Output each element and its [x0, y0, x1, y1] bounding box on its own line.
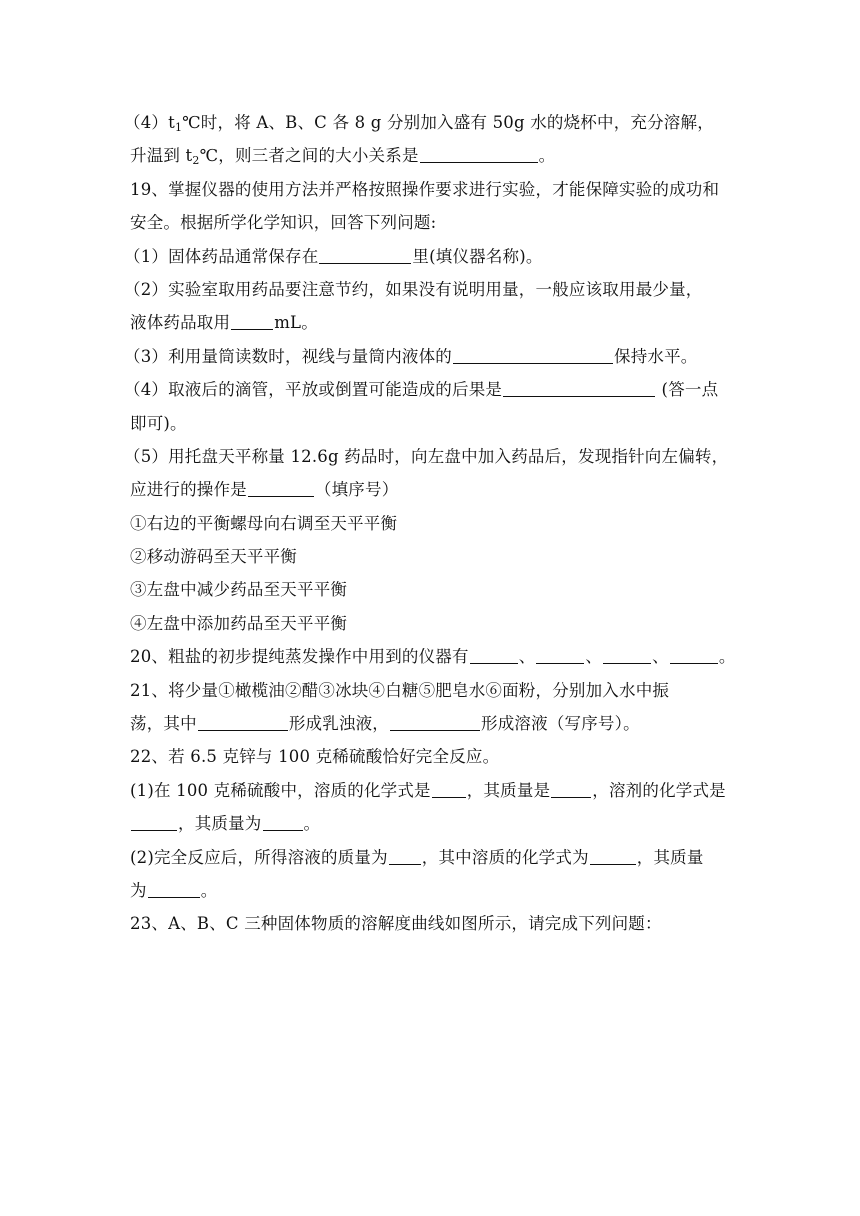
- text: 、: [652, 647, 669, 667]
- q19-part3: [124, 340, 730, 373]
- answer-blank[interactable]: [390, 716, 480, 731]
- text: （4）取液后的滴管，平放或倒置可能造成的后果是: [124, 380, 503, 400]
- text: ②移动游码至天平平衡: [130, 547, 297, 567]
- text: 形成乳浊液，: [288, 714, 390, 734]
- answer-blank[interactable]: [198, 716, 288, 731]
- answer-blank[interactable]: [470, 649, 518, 664]
- answer-blank[interactable]: [248, 482, 314, 497]
- q21-line1: [130, 674, 730, 707]
- subscript: 2: [192, 154, 200, 168]
- text: （填序号）: [314, 480, 399, 500]
- q19-part5-line2: [130, 473, 730, 506]
- q19-line2: [130, 206, 730, 239]
- option-4: [130, 607, 730, 640]
- answer-blank[interactable]: [263, 816, 303, 831]
- text: 。: [718, 647, 736, 667]
- answer-blank[interactable]: [420, 148, 538, 163]
- text: 液体药品取用: [130, 313, 231, 333]
- answer-blank[interactable]: [148, 883, 200, 898]
- text: 。: [200, 880, 218, 900]
- text: 保持水平。: [614, 346, 698, 366]
- q19-part1: [124, 240, 730, 273]
- text: 荡，其中: [130, 714, 197, 734]
- document-page: [124, 106, 736, 941]
- answer-blank[interactable]: [453, 349, 613, 364]
- text: 应进行的操作是: [130, 480, 247, 500]
- text: 19、掌握仪器的使用方法并严格按照操作要求进行实验，才能保障实验的成功和: [130, 179, 720, 199]
- text: 形成溶液（写序号）。: [481, 714, 640, 734]
- answer-blank[interactable]: [670, 649, 718, 664]
- answer-blank[interactable]: [432, 783, 466, 798]
- text: （2）实验室取用药品要注意节约，如果没有说明用量，一般应该取用最少量，: [124, 279, 703, 299]
- option-3: [130, 573, 730, 606]
- text: ①右边的平衡螺母向右调至天平平衡: [130, 513, 398, 533]
- text: ℃，则三者之间的大小关系是: [199, 146, 419, 166]
- q19-part4-line2: [130, 407, 730, 440]
- answer-blank[interactable]: [590, 850, 636, 865]
- q18-part4-line1: [124, 106, 730, 139]
- q18-part4-line2: [130, 139, 730, 172]
- text: ，其质量为: [178, 814, 262, 834]
- text: 21、将少量①橄榄油②醋③冰块④白糖⑤肥皂水⑥面粉，分别加入水中振: [130, 680, 670, 700]
- option-2: [130, 540, 730, 573]
- subscript: 1: [174, 121, 183, 134]
- q19-part2-line2: [130, 306, 730, 339]
- text: （4）t: [124, 113, 175, 132]
- answer-blank[interactable]: [231, 315, 273, 330]
- text: ，其质量是: [466, 780, 551, 800]
- text: ，其中溶质的化学式为: [421, 847, 589, 867]
- text: ③左盘中减少药品至天平平衡: [130, 580, 348, 600]
- text: (1)在 100 克稀硫酸中，溶质的化学式是: [130, 780, 431, 800]
- text: 里(填仪器名称)。: [412, 246, 543, 266]
- text: 20、粗盐的初步提纯蒸发操作中用到的仪器有: [130, 647, 469, 667]
- answer-blank[interactable]: [503, 382, 655, 397]
- text: 安全。根据所学化学知识，回答下列问题:: [130, 213, 437, 233]
- text: 、: [518, 647, 536, 667]
- text: mL。: [274, 313, 318, 333]
- q22: [130, 740, 730, 773]
- text: (2)完全反应后，所得溶液的质量为: [130, 847, 388, 867]
- text: （1）固体药品通常保存在: [124, 246, 319, 266]
- text: 23、A、B、C 三种固体物质的溶解度曲线如图所示，请完成下列问题：: [130, 914, 662, 934]
- text: 升温到 t: [130, 146, 193, 166]
- answer-blank[interactable]: [536, 649, 584, 664]
- text: 22、若 6.5 克锌与 100 克稀硫酸恰好完全反应。: [130, 747, 500, 767]
- answer-blank[interactable]: [551, 783, 591, 798]
- answer-blank[interactable]: [131, 816, 177, 831]
- text: ，其质量: [636, 847, 704, 867]
- text: （5）用托盘天平称量 12.6g 药品时，向左盘中加入药品后，发现指针向左偏转，: [124, 446, 729, 466]
- q22-part2-line2: [130, 874, 730, 907]
- text: 为: [130, 880, 147, 900]
- q19-part4-line1: [124, 373, 730, 406]
- text: （3）利用量筒读数时，视线与量筒内液体的: [124, 346, 452, 366]
- q21-line2: [130, 707, 730, 740]
- text: (答一点: [656, 380, 719, 400]
- q19-line1: [130, 173, 730, 206]
- text: 。: [303, 814, 321, 834]
- q20: [130, 640, 736, 673]
- text: ，溶剂的化学式是: [592, 780, 726, 800]
- text: 、: [585, 647, 603, 667]
- q22-part2-line1: [130, 841, 730, 874]
- option-1: [130, 507, 730, 540]
- answer-blank[interactable]: [389, 850, 421, 865]
- q19-part5-line1: [124, 440, 730, 473]
- q19-part2-line1: [124, 273, 730, 306]
- q22-part1-line2: [130, 807, 730, 840]
- answer-blank[interactable]: [319, 249, 411, 264]
- text: ④左盘中添加药品至天平平衡: [130, 613, 348, 633]
- q23: [130, 907, 730, 940]
- text: ℃时，将 A、B、C 各 8 g 分别加入盛有 50g 水的烧杯中，充分溶解，: [182, 113, 714, 132]
- text: 。: [538, 146, 556, 166]
- text: 即可)。: [130, 413, 187, 433]
- q22-part1-line1: [130, 774, 730, 807]
- answer-blank[interactable]: [603, 649, 651, 664]
